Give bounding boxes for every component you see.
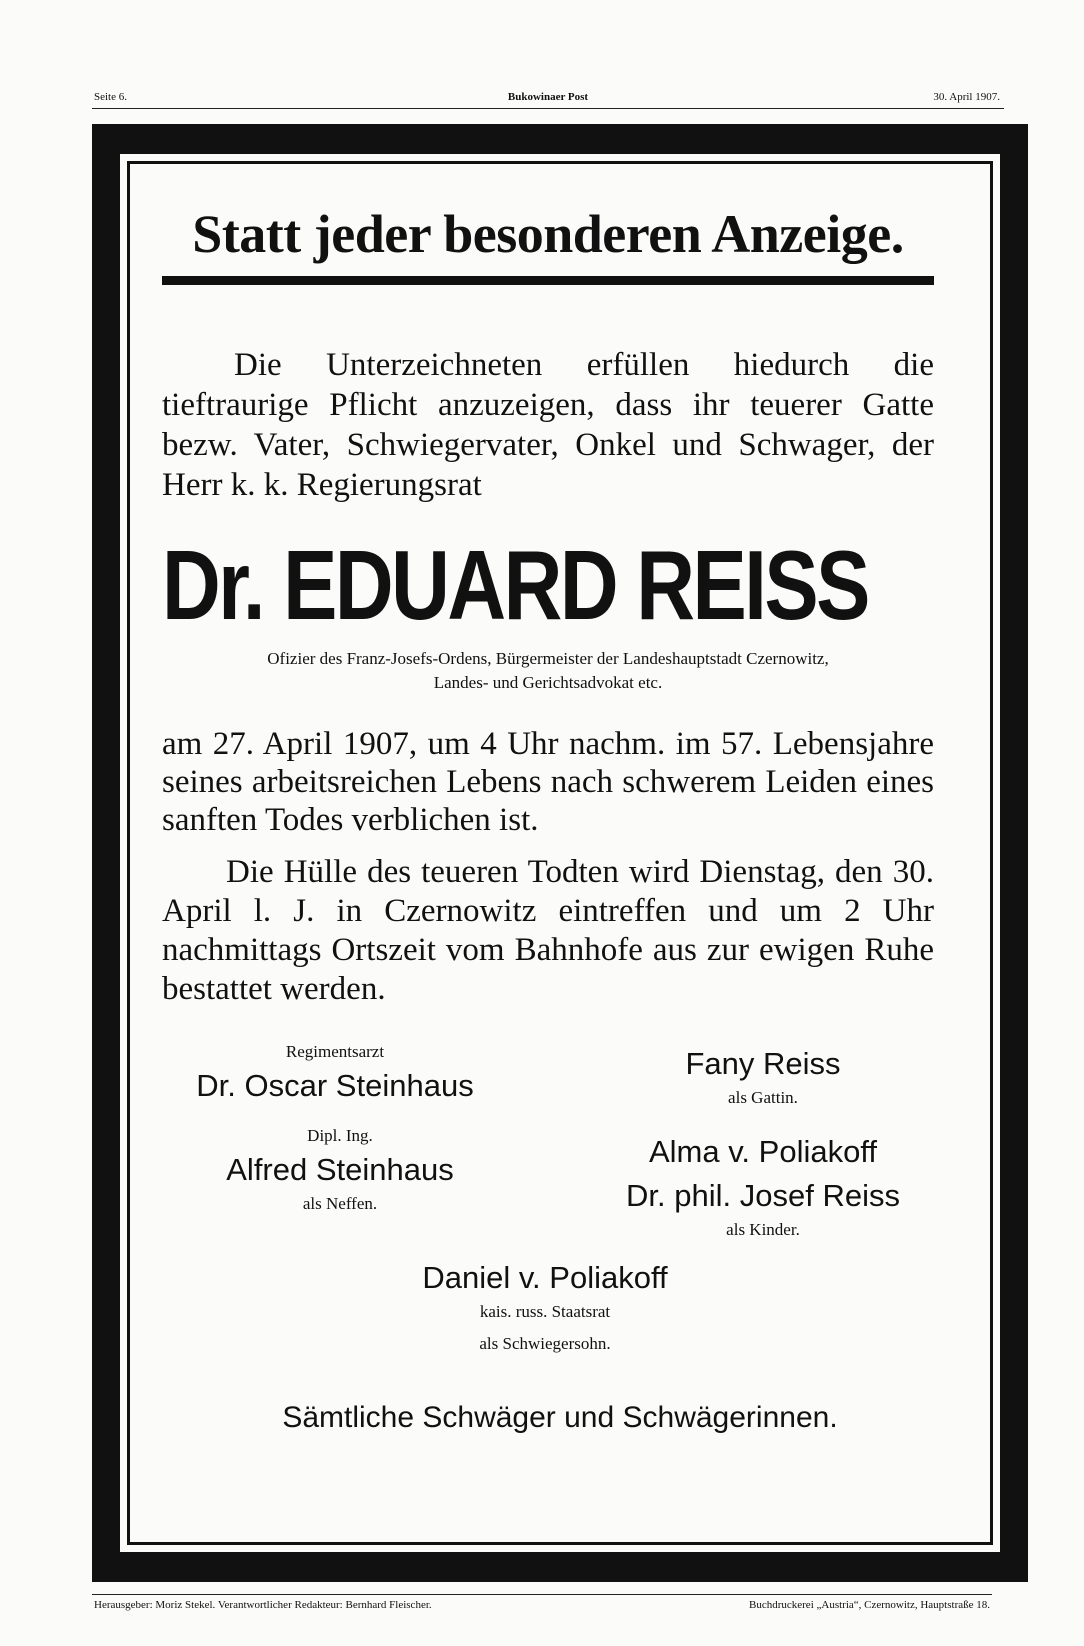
signature-alfred (190, 1124, 490, 1216)
signature-daniel (380, 1256, 710, 1356)
page-footer (92, 1594, 992, 1615)
footer-printer: Buchdruckerei „Austria“, Czernowitz, Hauptstraße 18. (749, 1599, 990, 1611)
signature-fany (598, 1042, 928, 1110)
notice-panel (127, 161, 993, 1545)
headline-rule (162, 276, 934, 285)
fany-name: Fany Reiss (685, 1046, 841, 1081)
intro-paragraph (162, 345, 934, 505)
nephews-role: als Neffen. (302, 1194, 378, 1213)
mourning-border-gap (120, 154, 1000, 1552)
funeral-paragraph (162, 853, 934, 1009)
oscar-title: Regimentsarzt (285, 1042, 385, 1061)
death-paragraph: am 27. April 1907, um 4 Uhr nachm. im 57. Lebensjahre seines arbeitsreichen Lebens nach schwerem Leiden eines sanften Todes verblichen ist. (162, 726, 934, 838)
issue-date: 30. April 1907. (933, 91, 1000, 103)
daniel-name: Daniel v. Poliakoff (422, 1260, 668, 1295)
oscar-name: Dr. Oscar Steinhaus (196, 1068, 474, 1103)
notice-content (162, 202, 934, 1009)
daniel-role: als Schwiegersohn. (479, 1334, 611, 1353)
deceased-name: Dr. EDUARD REISS (162, 530, 868, 640)
signature-children (588, 1130, 938, 1242)
titles-line-2: Landes- und Gerichtsadvokat etc. (433, 673, 663, 692)
mourning-border (92, 124, 1028, 1582)
children-role: als Kinder. (726, 1220, 800, 1239)
footer-publisher: Herausgeber: Moriz Stekel. Verantwortlicher Redakteur: Bernhard Fleischer. (94, 1599, 432, 1611)
daniel-title: kais. russ. Staatsrat (479, 1302, 611, 1321)
alma-name: Alma v. Poliakoff (648, 1134, 877, 1169)
titles-line-1: Ofizier des Franz-Josefs-Ordens, Bürgermeister der Landeshauptstadt Czernowitz, (267, 649, 829, 668)
newspaper-name: Bukowinaer Post (507, 91, 589, 103)
intro-text: Die Unterzeichneten erfüllen hiedurch die tieftraurige Pflicht anzuzeigen, dass ihr teuerer Gatte bezw. Vater, Schwiegervater, Onkel und Schwager, der Herr k. k. Regierungsrat (162, 347, 934, 503)
alfred-title: Dipl. Ing. (307, 1126, 373, 1145)
notice-headline: Statt jeder besonderen Anzeige. (192, 204, 904, 264)
closing-line: Sämtliche Schwäger und Schwägerinnen. (282, 1401, 838, 1434)
josef-name: Dr. phil. Josef Reiss (626, 1178, 900, 1213)
page-number: Seite 6. (94, 91, 127, 103)
signature-oscar (170, 1040, 500, 1108)
fany-role: als Gattin. (728, 1088, 798, 1107)
alfred-name: Alfred Steinhaus (226, 1152, 454, 1187)
deceased-titles (162, 647, 934, 695)
funeral-text: Die Hülle des teueren Todten wird Dienstag, den 30. April l. J. in Czernowitz eintreffen und um 2 Uhr nachmittags Ortszeit vom Bahnhofe aus zur ewigen Ruhe bestattet werden. (162, 854, 934, 1007)
page-header (92, 88, 1004, 109)
